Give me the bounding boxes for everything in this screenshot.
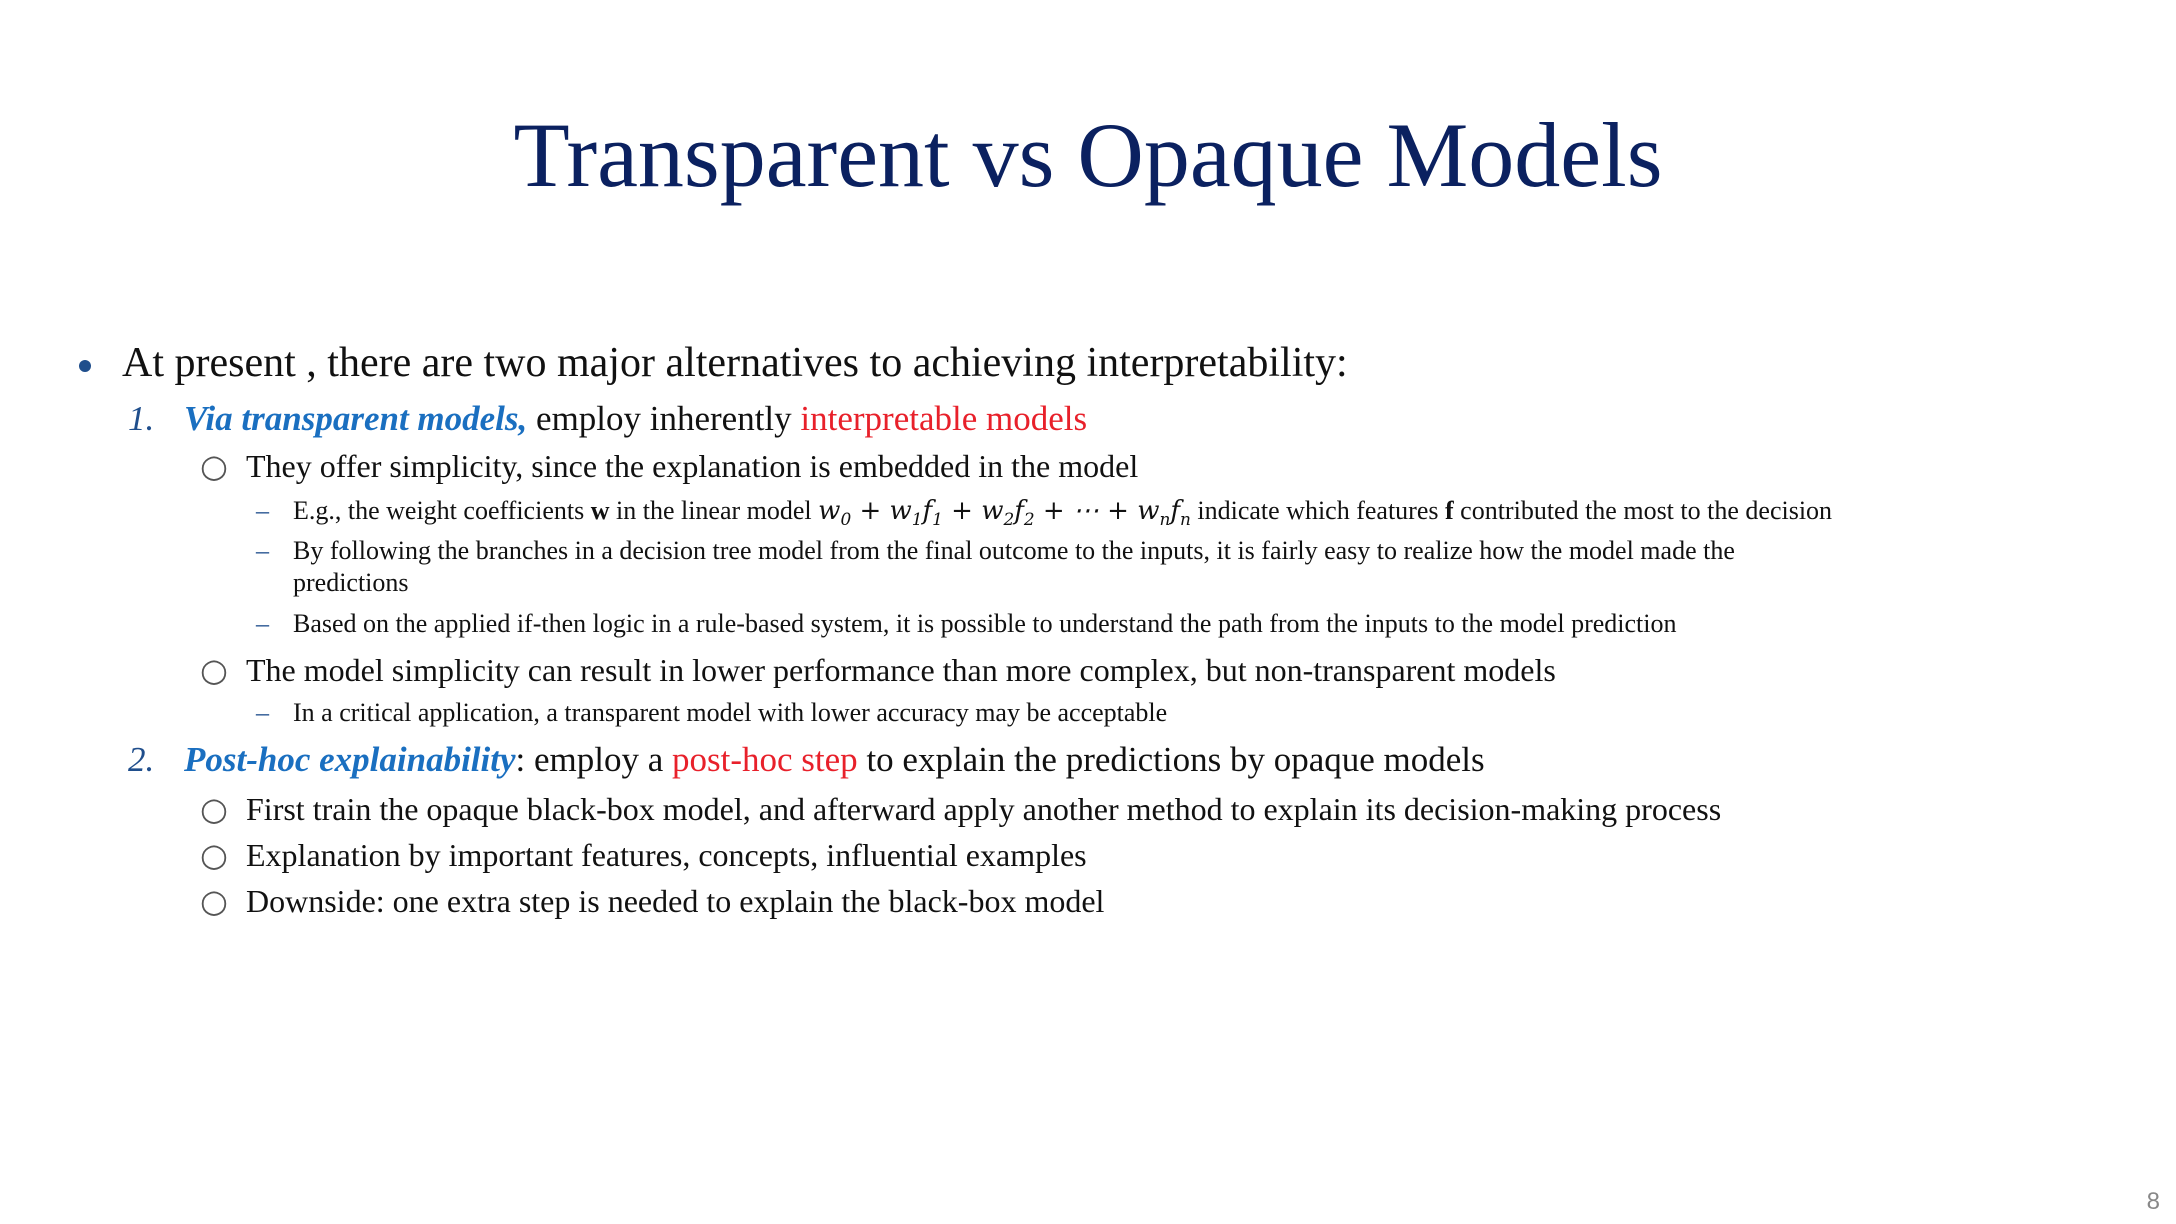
item2-number: 2. — [128, 740, 155, 779]
item1-text-a: employ inherently — [527, 399, 801, 438]
item1-line — [184, 397, 1087, 441]
item2-highlight: post-hoc step — [672, 740, 858, 779]
dash-bullet-icon: – — [256, 496, 269, 525]
dash-bullet-icon: – — [256, 609, 269, 638]
circle-bullet-icon: ○ — [200, 836, 228, 874]
circle-bullet-icon: ○ — [200, 447, 228, 485]
p1-w: w — [590, 496, 610, 525]
linear-model-formula: $w_0 + w_1f_1 + w_2f_2$ + ⋯ + $w_nf_n$ — [818, 496, 1191, 530]
item2-sub1: First train the opaque black-box model, and afterward apply another method to explain its decision-making process — [246, 791, 1722, 827]
item1-label: Via transparent models, — [184, 399, 528, 438]
item1-number: 1. — [128, 399, 155, 438]
circle-bullet-icon: ○ — [200, 651, 228, 689]
item2-sub3: Downside: one extra step is needed to explain the black-box model — [246, 883, 1105, 919]
item2-label: Post-hoc explainability — [184, 740, 516, 779]
item1-sub1-point1 — [293, 494, 1832, 536]
item1-sub2-point: In a critical application, a transparent model with lower accuracy may be acceptable — [293, 698, 1168, 727]
page-number: 8 — [2146, 1188, 2160, 1215]
item1-sub1-point2-line1: By following the branches in a decision tree model from the final outcome to the inputs, it is fairly easy to realize how the model made the — [293, 536, 1735, 565]
item2-line — [184, 738, 1485, 782]
circle-bullet-icon: ○ — [200, 790, 228, 828]
p1-text-d: contributed the most to the decision — [1453, 496, 1833, 525]
circle-bullet-icon: ○ — [200, 882, 228, 920]
item2-sub2: Explanation by important features, concepts, influential examples — [246, 837, 1087, 873]
item2-text-a: : employ a — [515, 740, 673, 779]
p1-text-c: indicate which features — [1190, 496, 1445, 525]
intro-line: At present , there are two major alternatives to achieving interpretability: — [122, 340, 1348, 386]
item1-highlight: interpretable models — [800, 399, 1088, 438]
p1-text-a: E.g., the weight coefficients — [293, 496, 591, 525]
item2-text-b: to explain the predictions by opaque models — [857, 740, 1485, 779]
p1-text-b: in the linear model — [609, 496, 819, 525]
item1-sub2: The model simplicity can result in lower performance than more complex, but non-transparent models — [246, 652, 1556, 688]
dash-bullet-icon: – — [256, 698, 269, 727]
slide-title: Transparent vs Opaque Models — [513, 104, 1663, 206]
p1-f: f — [1445, 496, 1454, 525]
bullet-dot-icon — [79, 360, 91, 372]
item1-sub1-point2-line2: predictions — [293, 568, 409, 597]
dash-bullet-icon: – — [256, 536, 269, 565]
item1-sub1-point3: Based on the applied if-then logic in a rule-based system, it is possible to understand the path from the inputs to the model prediction — [293, 609, 1677, 638]
item1-sub1: They offer simplicity, since the explanation is embedded in the model — [246, 448, 1139, 484]
